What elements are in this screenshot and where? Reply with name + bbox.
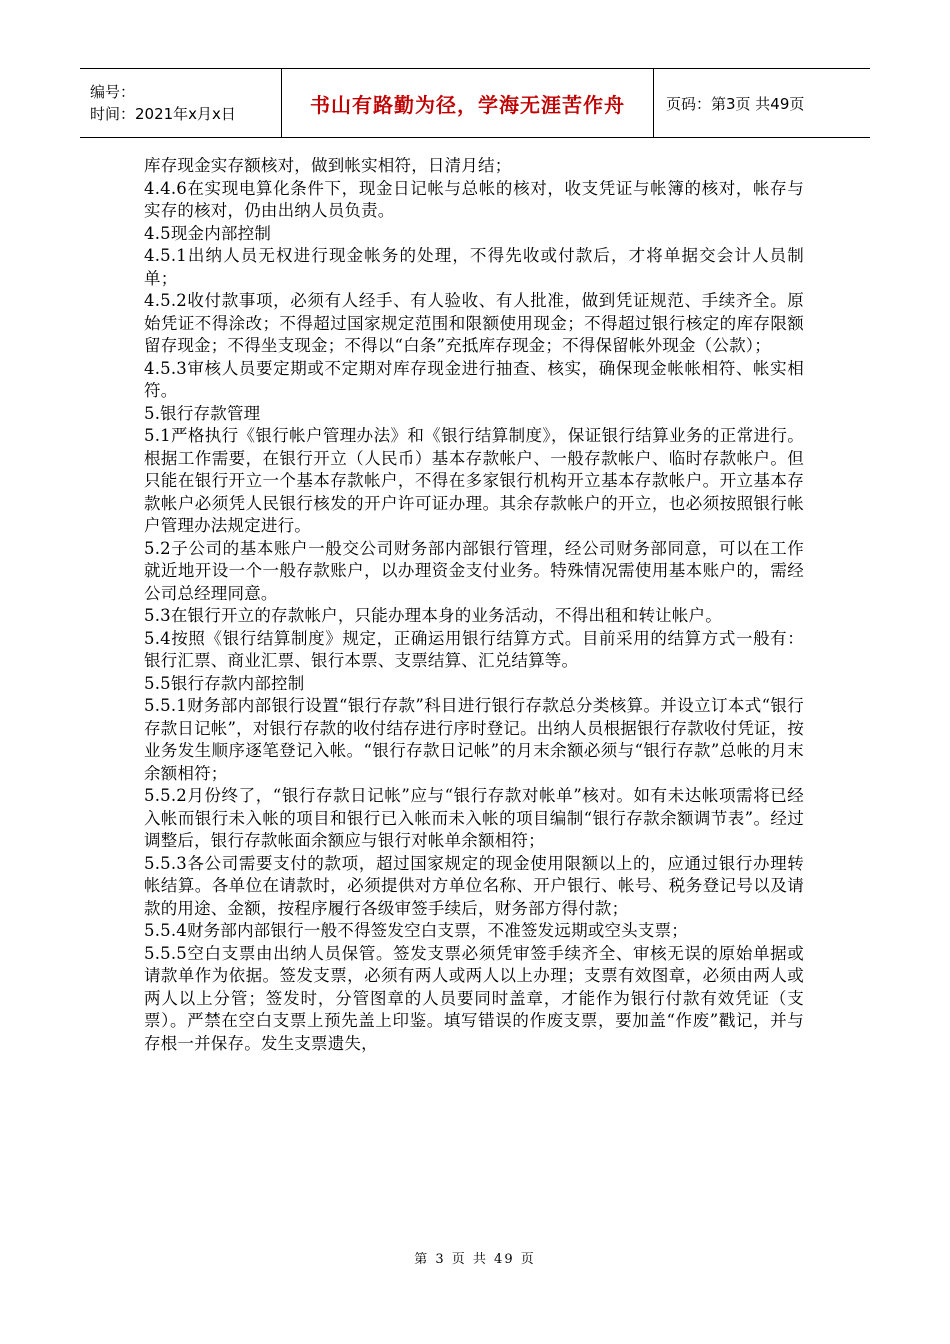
paragraph: 5.5.2月份终了，“银行存款日记帐”应与“银行存款对帐单”核对。如有未达帐项需将已经入帐而银行未入帐的项目和银行已入帐而未入帐的项目编制“银行存款余额调节表”。经过调整后，银行存款帐面余额应与银行对帐单余额相符；: [144, 786, 804, 850]
paragraph: 5.4按照《银行结算制度》规定，正确运用银行结算方式。目前采用的结算方式一般有：银行汇票、商业汇票、银行本票、支票结算、汇兑结算等。: [144, 628, 804, 670]
paragraph: 5.2子公司的基本账户一般交公司财务部内部银行管理，经公司财务部同意，可以在工作就近地开设一个一般存款账户，以办理资金支付业务。特殊情况需使用基本账户的，需经公司总经理同意。: [144, 538, 804, 603]
section-heading: 4.5现金内部控制: [144, 223, 272, 243]
paragraph: 4.5.2收付款事项，必须有人经手、有人验收、有人批准，做到凭证规范、手续齐全。原始凭证不得涂改；不得超过国家规定范围和限额使用现金；不得超过银行核定的库存限额留存现金；不得坐支现金；不得以“白条”充抵库存现金；不得保留帐外现金（公款）；: [144, 291, 804, 355]
document-body: [144, 155, 804, 1055]
paragraph: 4.5.1出纳人员无权进行现金帐务的处理，不得先收或付款后，才将单据交会计人员制单；: [144, 246, 804, 288]
paragraph: 4.4.6在实现电算化条件下，现金日记帐与总帐的核对，收支凭证与帐簿的核对，帐存与实存的核对，仍由出纳人员负责。: [144, 178, 804, 220]
paragraph: 5.1严格执行《银行帐户管理办法》和《银行结算制度》，保证银行结算业务的正常进行。根据工作需要，在银行开立（人民币）基本存款帐户、一般存款帐户、临时存款帐户。但只能在银行开立一个基本存款帐户，不得在多家银行机构开立基本存款帐户。开立基本存款帐户必须凭人民银行核发的开户许可证办理。其余存款帐户的开立，也必须按照银行帐户管理办法规定进行。: [144, 426, 804, 535]
paragraph: 4.5.3审核人员要定期或不定期对库存现金进行抽查、核实，确保现金帐帐相符、帐实相符。: [144, 358, 804, 400]
header-motto-cell: [282, 69, 654, 137]
paragraph: 5.5.3各公司需要支付的款项，超过国家规定的现金使用限额以上的，应通过银行办理转帐结算。各单位在请款时，必须提供对方单位名称、开户银行、帐号、税务登记号以及请款的用途、金额，按程序履行各级审签手续后，财务部方得付款；: [144, 853, 804, 918]
paragraph: 库存现金实存额核对，做到帐实相符，日清月结；: [144, 156, 512, 175]
header-page-info-cell: [654, 69, 870, 137]
page-footer: 第 3 页 共 49 页: [414, 1252, 536, 1267]
document-number-label: 编号：: [90, 83, 136, 101]
document-time-label: 时间：2021年x月x日: [90, 105, 236, 123]
header-meta: [80, 69, 282, 137]
paragraph: 5.5.5空白支票由出纳人员保管。签发支票必须凭审签手续齐全、审核无误的原始单据或请款单作为依据。签发支票，必须有两人或两人以上办理；支票有效图章，必须由两人或两人以上分管；签发时，分管图章的人员要同时盖章，才能作为银行付款有效凭证（支票）。严禁在空白支票上预先盖上印鉴。填写错误的作废支票，要加盖“作废”戳记，并与存根一并保存。发生支票遗失，: [144, 943, 804, 1053]
paragraph: 5.5.4财务部内部银行一般不得签发空白支票，不准签发远期或空头支票；: [144, 921, 688, 940]
section-heading: 5.5银行存款内部控制: [144, 673, 305, 693]
header-page-info: 页码：第3页 共49页: [666, 94, 805, 113]
document-header: [80, 68, 870, 138]
paragraph: 5.5.1财务部内部银行设置“银行存款”科目进行银行存款总分类核算。并设立订本式“银行存款日记帐”，对银行存款的收付结存进行序时登记。出纳人员根据银行存款收付凭证，按业务发生顺序逐笔登记入帐。“银行存款日记帐”的月末余额必须与“银行存款”总帐的月末余额相符；: [144, 696, 804, 783]
header-motto: 书山有路勤为径，学海无涯苦作舟: [310, 92, 625, 117]
section-heading: 5.银行存款管理: [144, 403, 261, 423]
paragraph: 5.3在银行开立的存款帐户，只能办理本身的业务活动，不得出租和转让帐户。: [144, 606, 722, 625]
